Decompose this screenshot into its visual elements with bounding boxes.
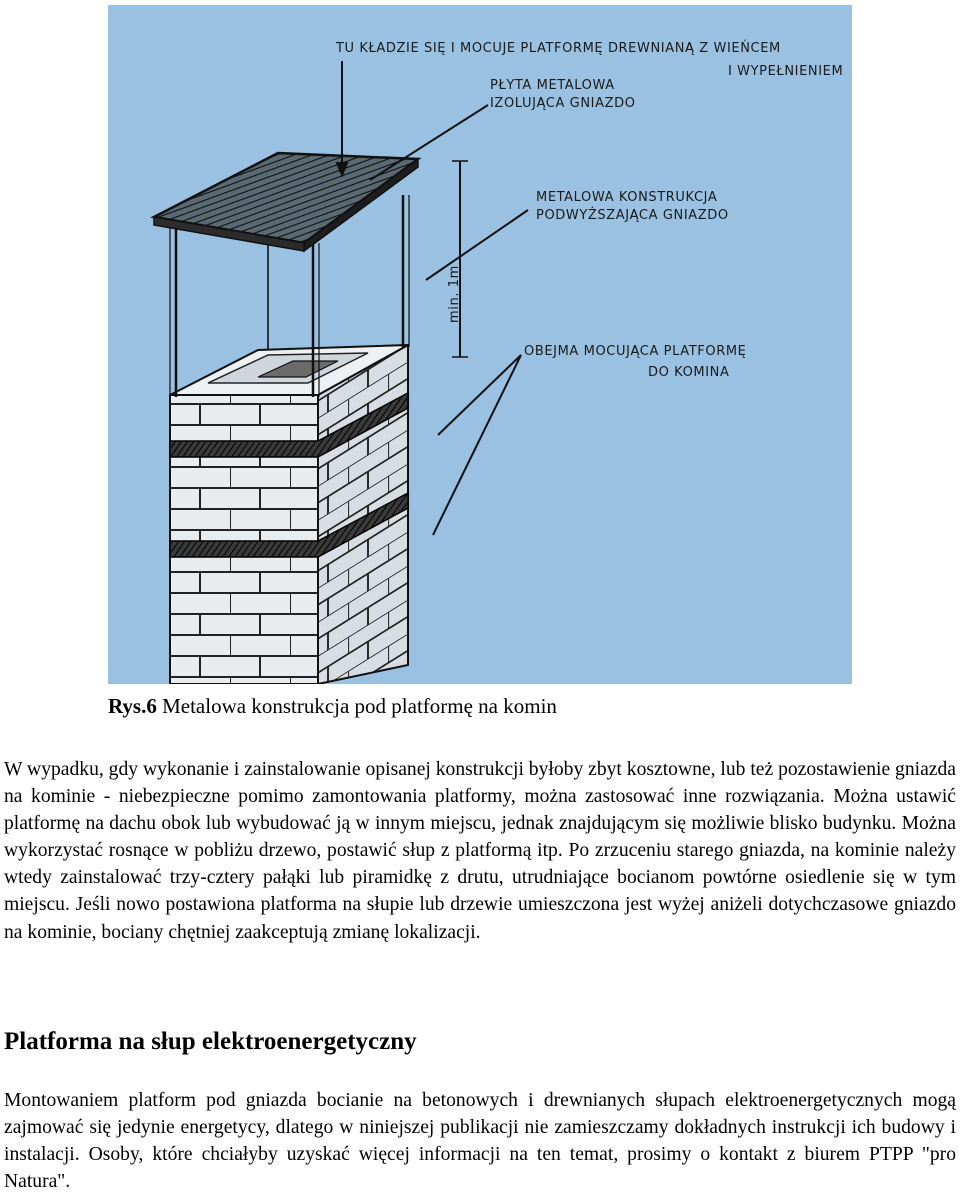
label-platform-top-2: I WYPEŁNIENIEM <box>728 64 844 79</box>
label-metal-frame-2: PODWYŻSZAJĄCA GNIAZDO <box>536 208 729 223</box>
label-platform-top: TU KŁADZIE SIĘ I MOCUJE PLATFORMĘ DREWNIANĄ Z WIEŃCEM <box>336 41 781 56</box>
label-clamp: OBEJMA MOCUJĄCA PLATFORMĘ <box>524 344 747 359</box>
label-metal-frame: METALOWA KONSTRUKCJA <box>536 190 718 205</box>
chimney-platform-drawing <box>108 5 852 684</box>
label-metal-plate: PŁYTA METALOWA <box>490 78 615 93</box>
figure-caption-text: Metalowa konstrukcja pod platformę na komin <box>162 694 557 718</box>
label-min-height: min. 1m <box>447 265 462 323</box>
figure-caption <box>108 694 557 719</box>
body-paragraph-2: Montowaniem platform pod gniazda bocianie na betonowych i drewnianych słupach elektroenergetycznych mogą zajmować się jedynie energetycy, dlatego w niniejszej publikacji nie zamieszczamy dokładnych instrukcji ich budowy i instalacji. Osoby, które chciałyby uzyskać więcej informacji na ten temat, prosimy o kontakt z biurem PTPP "pro Natura". <box>4 1090 956 1193</box>
label-metal-plate-2: IZOLUJĄCA GNIAZDO <box>490 96 636 111</box>
figure-number: Rys.6 <box>108 694 157 718</box>
body-paragraph-1: W wypadku, gdy wykonanie i zainstalowanie opisanej konstrukcji byłoby zbyt kosztowne, lub też pozostawienie gniazda na kominie - niebezpieczne pomimo zamontowania platformy, można zastosować inne rozwiązania. Można ustawić platformę na dachu obok lub wybudować ją w innym miejscu, jednak znajdującym się możliwie blisko budynku. Można wykorzystać rosnące w pobliżu drzewo, postawić słup z platformą itp. Po zrzuceniu starego gniazda, na kominie należy wtedy zainstalować trzy-cztery pałąki lub piramidkę z drutu, utrudniające bocianom powtórne osiedlenie się w tym miejscu. Jeśli nowo postawiona platforma na słupie lub drzewie umieszczona jest wyżej aniżeli dotychczasowe gniazdo na kominie, bociany chętniej zaakceptują zmianę lokalizacji. <box>4 759 956 943</box>
section-heading: Platforma na słup elektroenergetyczny <box>4 1028 417 1055</box>
label-clamp-2: DO KOMINA <box>648 365 730 380</box>
